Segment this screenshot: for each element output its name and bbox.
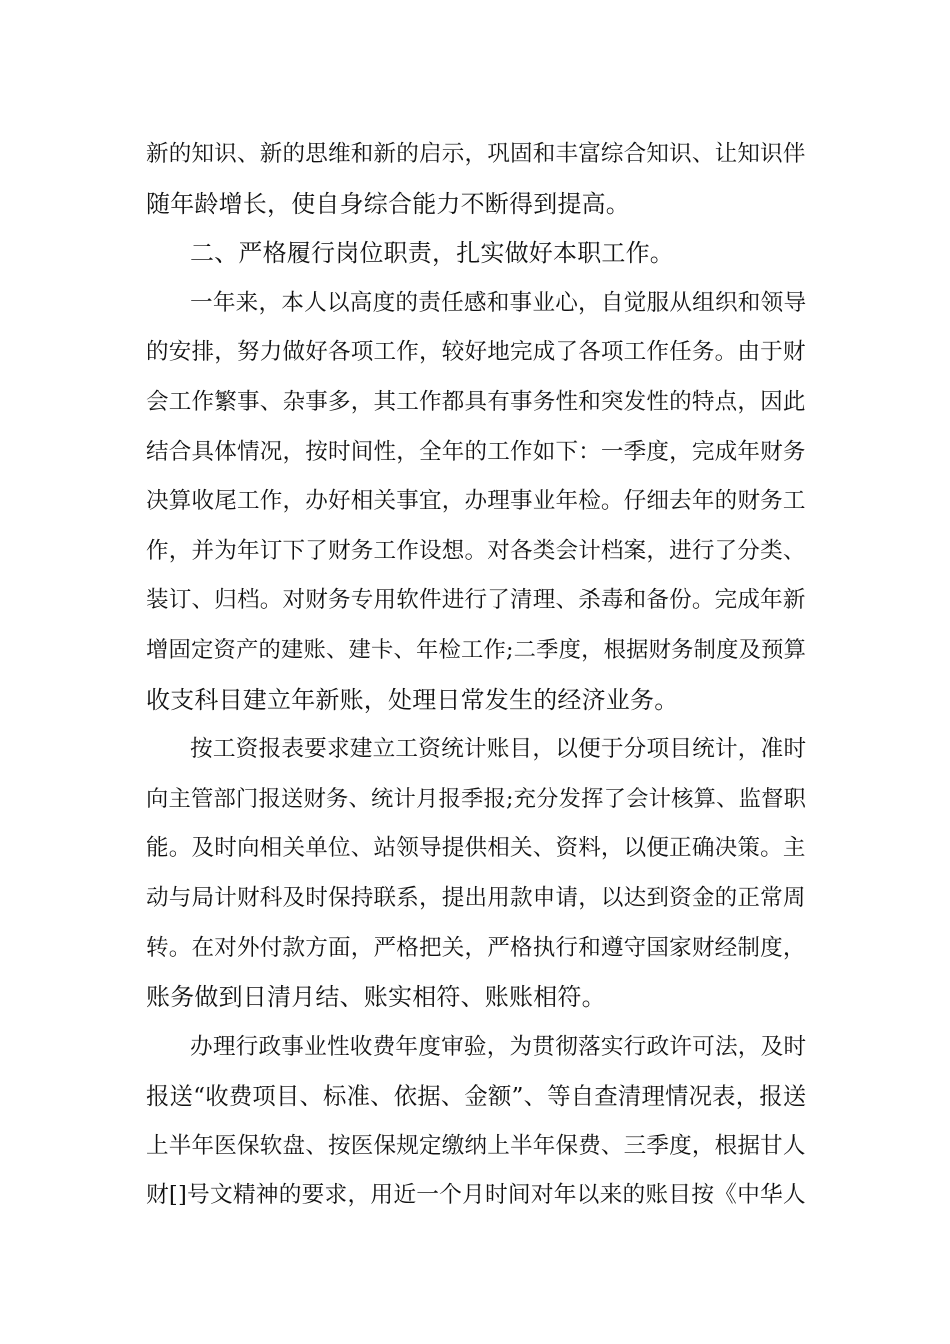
text-line: 财[]号文精神的要求，用近一个月时间对年以来的账目按《中华人	[146, 1182, 806, 1209]
text-line: 报送“收费项目、标准、依据、金额”、等自查清理情况表，报送	[146, 1082, 807, 1111]
text-line: 办理行政事业性收费年度审验，为贯彻落实行政许可法，及时	[190, 1033, 807, 1060]
text-line: 作，并为年订下了财务工作设想。对各类会计档案，进行了分类、	[146, 537, 806, 564]
text-line: 向主管部门报送财务、统计月报季报;充分发挥了会计核算、监督职	[146, 785, 807, 812]
text-line: 二、严格履行岗位职责，扎实做好本职工作。	[190, 239, 674, 268]
text-line: 能。及时向相关单位、站领导提供相关、资料，以便正确决策。主	[146, 835, 806, 862]
text-line: 上半年医保软盘、按医保规定缴纳上半年保费、三季度，根据甘人	[146, 1132, 806, 1159]
text-line: 决算收尾工作，办好相关事宜，办理事业年检。仔细去年的财务工	[146, 488, 806, 515]
text-line: 的安排，努力做好各项工作，较好地完成了各项工作任务。由于财	[146, 339, 806, 366]
text-line: 随年龄增长，使自身综合能力不断得到提高。	[146, 189, 630, 218]
text-line: 一年来，本人以高度的责任感和事业心，自觉服从组织和领导	[190, 289, 807, 316]
text-line: 收支科目建立年新账，处理日常发生的经济业务。	[146, 685, 679, 714]
text-line: 增固定资产的建账、建卡、年检工作;二季度，根据财务制度及预算	[146, 636, 807, 663]
text-line: 账务做到日清月结、账实相符、账账相符。	[146, 983, 606, 1012]
document-text-body	[146, 130, 806, 1221]
text-line: 结合具体情况，按时间性，全年的工作如下：一季度，完成年财务	[146, 438, 806, 465]
text-line: 按工资报表要求建立工资统计账目，以便于分项目统计，准时	[190, 736, 807, 763]
text-line: 新的知识、新的思维和新的启示，巩固和丰富综合知识、让知识伴	[146, 141, 806, 167]
text-line: 转。在对外付款方面，严格把关，严格执行和遵守国家财经制度，	[146, 934, 806, 961]
text-line: 动与局计财科及时保持联系，提出用款申请，以达到资金的正常周	[146, 884, 806, 911]
text-line: 装订、归档。对财务专用软件进行了清理、杀毒和备份。完成年新	[146, 587, 806, 614]
text-line: 会工作繁事、杂事多，其工作都具有事务性和突发性的特点，因此	[146, 388, 806, 415]
